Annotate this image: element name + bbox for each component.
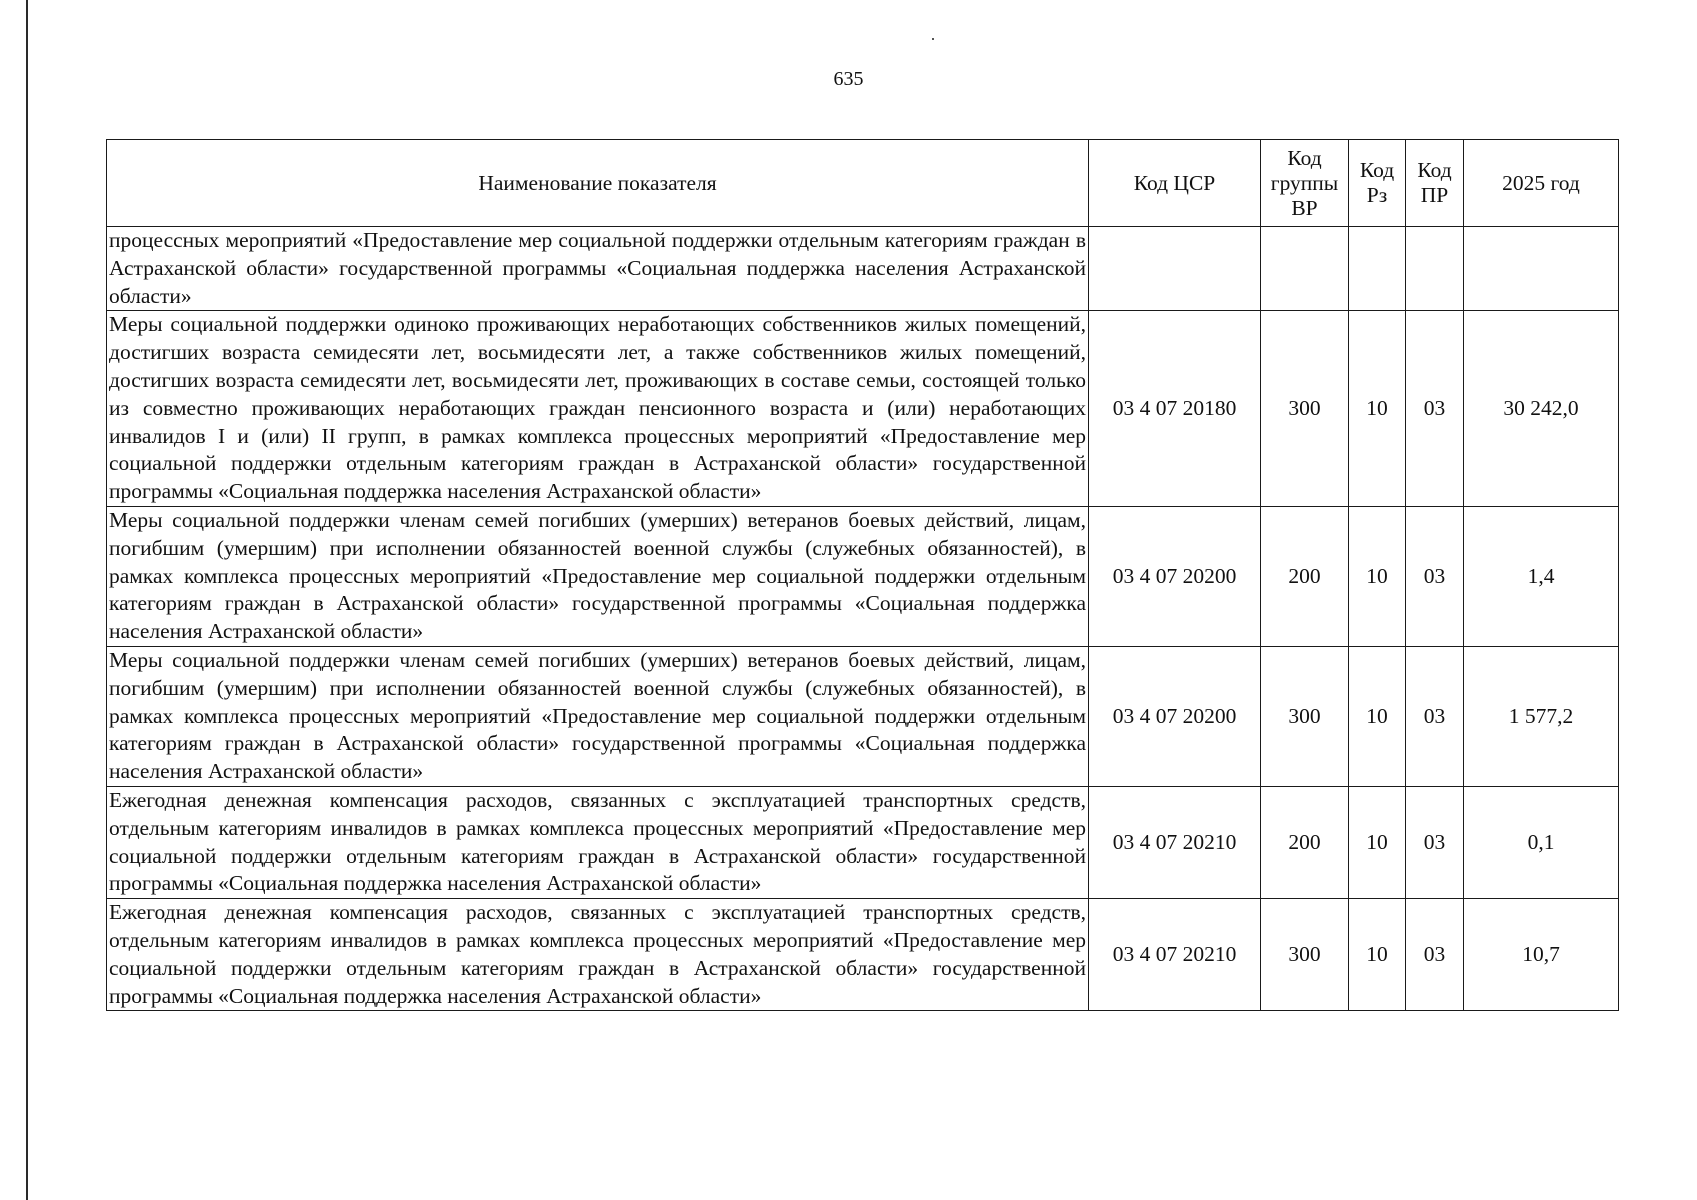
table-row <box>107 311 1619 507</box>
header-name: Наименование показателя <box>107 140 1089 227</box>
row-pr-code: 03 <box>1406 786 1464 898</box>
budget-table <box>106 139 1619 1011</box>
row-csr-code: 03 4 07 20200 <box>1089 646 1261 786</box>
row-rz-code: 10 <box>1349 506 1406 646</box>
header-row <box>107 140 1619 227</box>
row-name: Меры социальной поддержки членам семей погибших (умерших) ветеранов боевых действий, лицам, погибшим (умершим) при исполнении обязанностей военной службы (служебных обязанностей), в рамках комплекса процессных мероприятий «Предоставление мер социальной поддержки отдельным категориям граждан в Астраханской области» государственной программы «Социальная поддержка населения Астраханской области» <box>107 506 1089 646</box>
binding-margin-line <box>26 0 28 1200</box>
table-row <box>107 646 1619 786</box>
row-pr-code: 03 <box>1406 311 1464 507</box>
row-pr-code <box>1406 227 1464 311</box>
row-name: процессных мероприятий «Предоставление мер социальной поддержки отдельным категориям граждан в Астраханской области» государственной программы «Социальная поддержка населения Астраханской области» <box>107 227 1089 311</box>
row-vr-code: 300 <box>1261 646 1349 786</box>
row-name: Меры социальной поддержки одиноко проживающих неработающих собственников жилых помещений, достигших возраста семидесяти лет, восьмидесяти лет, а также собственников жилых помещений, достигших возраста семидесяти лет, восьмидесяти лет, проживающих в составе семьи, состоящей только из совместно проживающих неработающих граждан пенсионного возраста и (или) неработающих инвалидов I и (или) II групп, в рамках комплекса процессных мероприятий «Предоставление мер социальной поддержки отдельным категориям граждан в Астраханской области» государственной программы «Социальная поддержка населения Астраханской области» <box>107 311 1089 507</box>
table-row <box>107 506 1619 646</box>
row-rz-code: 10 <box>1349 899 1406 1011</box>
table-body <box>107 227 1619 1011</box>
row-value: 30 242,0 <box>1464 311 1619 507</box>
row-value <box>1464 227 1619 311</box>
header-csr-code: Код ЦСР <box>1089 140 1261 227</box>
row-csr-code: 03 4 07 20180 <box>1089 311 1261 507</box>
row-vr-code: 300 <box>1261 899 1349 1011</box>
table-row <box>107 899 1619 1011</box>
row-pr-code: 03 <box>1406 646 1464 786</box>
row-vr-code: 200 <box>1261 786 1349 898</box>
row-name: Ежегодная денежная компенсация расходов, связанных с эксплуатацией транспортных средств, отдельным категориям инвалидов в рамках комплекса процессных мероприятий «Предоставление мер социальной поддержки отдельным категориям граждан в Астраханской области» государственной программы «Социальная поддержка населения Астраханской области» <box>107 899 1089 1011</box>
page-number: 635 <box>833 68 864 90</box>
header-vr-code: Код группы ВР <box>1261 140 1349 227</box>
row-csr-code: 03 4 07 20210 <box>1089 786 1261 898</box>
row-rz-code: 10 <box>1349 646 1406 786</box>
table-row <box>107 227 1619 311</box>
row-value: 0,1 <box>1464 786 1619 898</box>
row-value: 1,4 <box>1464 506 1619 646</box>
row-rz-code: 10 <box>1349 311 1406 507</box>
row-vr-code: 300 <box>1261 311 1349 507</box>
table-row <box>107 786 1619 898</box>
header-year: 2025 год <box>1464 140 1619 227</box>
row-csr-code <box>1089 227 1261 311</box>
row-vr-code <box>1261 227 1349 311</box>
row-csr-code: 03 4 07 20200 <box>1089 506 1261 646</box>
header-rz-code: Код Рз <box>1349 140 1406 227</box>
row-csr-code: 03 4 07 20210 <box>1089 899 1261 1011</box>
scan-speck <box>932 38 934 40</box>
row-value: 1 577,2 <box>1464 646 1619 786</box>
row-value: 10,7 <box>1464 899 1619 1011</box>
row-rz-code <box>1349 227 1406 311</box>
row-rz-code: 10 <box>1349 786 1406 898</box>
row-pr-code: 03 <box>1406 506 1464 646</box>
row-pr-code: 03 <box>1406 899 1464 1011</box>
row-name: Ежегодная денежная компенсация расходов, связанных с эксплуатацией транспортных средств, отдельным категориям инвалидов в рамках комплекса процессных мероприятий «Предоставление мер социальной поддержки отдельным категориям граждан в Астраханской области» государственной программы «Социальная поддержка населения Астраханской области» <box>107 786 1089 898</box>
table-header <box>107 140 1619 227</box>
row-name: Меры социальной поддержки членам семей погибших (умерших) ветеранов боевых действий, лицам, погибшим (умершим) при исполнении обязанностей военной службы (служебных обязанностей), в рамках комплекса процессных мероприятий «Предоставление мер социальной поддержки отдельным категориям граждан в Астраханской области» государственной программы «Социальная поддержка населения Астраханской области» <box>107 646 1089 786</box>
row-vr-code: 200 <box>1261 506 1349 646</box>
header-pr-code: Код ПР <box>1406 140 1464 227</box>
